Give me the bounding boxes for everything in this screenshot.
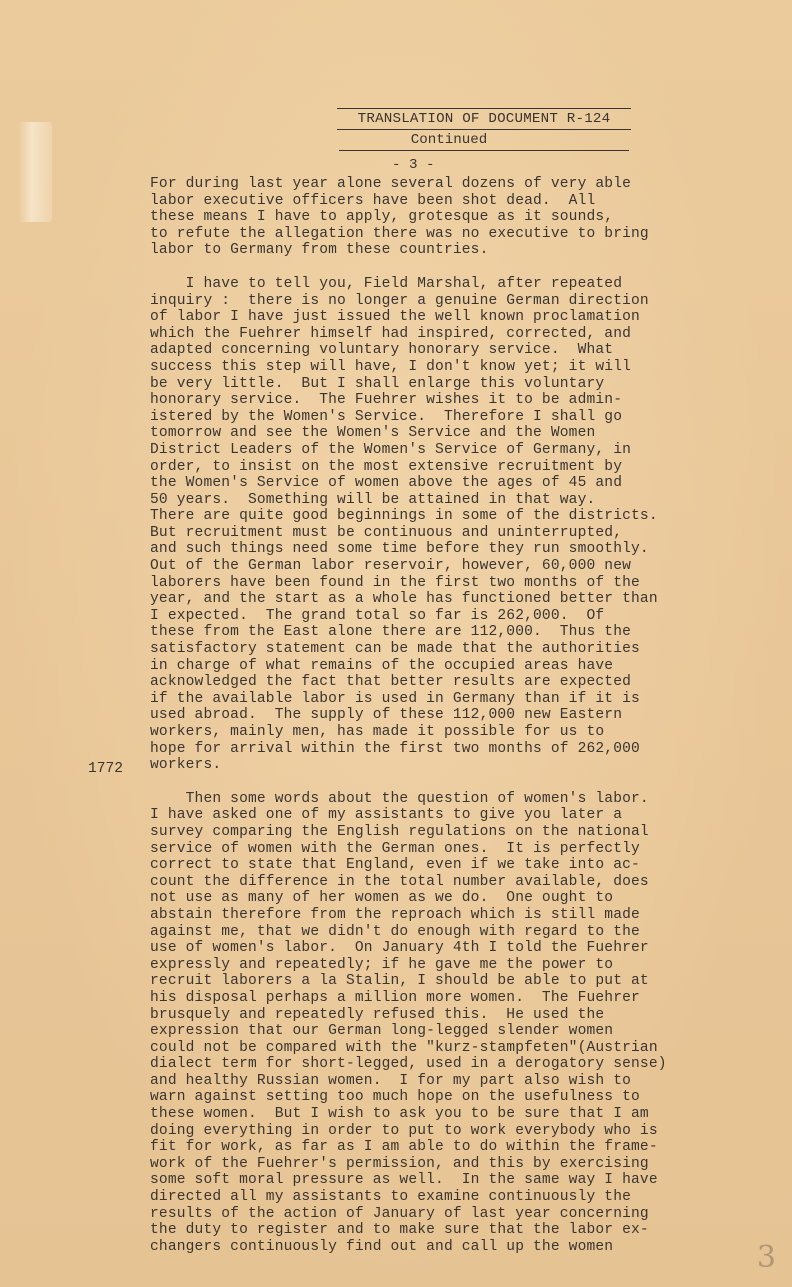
document-header [337,108,631,151]
document-title: TRANSLATION OF DOCUMENT R-124 [337,108,631,130]
paragraph [150,276,730,774]
text-line: service of women with the German ones. It is perfectly [150,840,640,857]
text-line: and healthy Russian women. I for my part also wish to [150,1072,632,1089]
text-line: these from the East alone there are 112,000. Thus the [150,624,632,641]
text-line: the Women's Service of women above the ages of 45 and [150,475,623,492]
text-line: workers. [150,757,222,774]
text-line: not use as many of her women as we do. One ought to [150,890,614,907]
text-line: labor executive officers have been shot dead. All [150,192,596,209]
paragraph-gap [150,259,730,276]
paragraph [150,176,730,259]
text-line: of labor I have just issued the well known proclamation [150,309,640,326]
text-line: For during last year alone several dozens of very able [150,176,632,192]
text-line: I have to tell you, Field Marshal, after repeated [150,275,623,292]
text-line: laborers have been found in the first two months of the [150,574,640,591]
text-line: directed all my assistants to examine continuously the [150,1189,632,1206]
text-line: tomorrow and see the Women's Service and the Women [150,425,596,442]
paper-edge-mark [18,122,52,222]
text-line: expressly and repeatedly; if he gave me the power to [150,956,614,973]
text-line: honorary service. The Fuehrer wishes it to be admin- [150,392,623,409]
text-line: abstain therefore from the reproach which is still made [150,906,640,923]
text-line: order, to insist on the most extensive recruitment by [150,458,623,475]
text-line: warn against setting too much hope on the usefulness to [150,1089,640,1106]
text-line: correct to state that England, even if we take into ac- [150,857,640,874]
text-line: used abroad. The supply of these 112,000 new Eastern [150,707,623,724]
text-line: doing everything in order to put to work everybody who is [150,1122,658,1139]
text-line: these women. But I wish to ask you to be sure that I am [150,1106,649,1123]
text-line: workers, mainly men, has made it possible for us to [150,724,605,740]
text-line: There are quite good beginnings in some of the districts. [150,508,658,525]
text-line: District Leaders of the Women's Service of Germany, in [150,441,632,458]
text-line: could not be compared with the "kurz-stampfeten"(Austrian [150,1039,658,1056]
text-line: be very little. But I shall enlarge this voluntary [150,375,605,392]
text-line: to refute the allegation there was no executive to bring [150,225,649,242]
text-line: changers continuously find out and call up the women [150,1238,614,1255]
text-line: expression that our German long-legged slender women [150,1023,614,1040]
paragraph [150,791,730,1256]
margin-page-number: 1772 [88,761,124,777]
text-line: if the available labor is used in Germany than if it is [150,690,640,707]
text-line: use of women's labor. On January 4th I told the Fuehrer [150,940,649,957]
text-line: I have asked one of my assistants to give you later a [150,807,623,824]
text-line: some soft moral pressure as well. In the same way I have [150,1172,658,1189]
document-subtitle: Continued [339,130,629,151]
text-line: satisfactory statement can be made that the authorities [150,641,640,658]
corner-handwritten-mark: 3 [756,1240,776,1275]
text-line: 50 years. Something will be attained in that way. [150,491,596,508]
text-line: adapted concerning voluntary honorary service. What [150,342,614,359]
text-line: which the Fuehrer himself had inspired, corrected, and [150,325,632,342]
text-line: the duty to register and to make sure that the labor ex- [150,1222,649,1239]
document-body [150,176,730,1255]
text-line: count the difference in the total number available, does [150,873,649,890]
text-line: I expected. The grand total so far is 262,000. Of [150,607,605,624]
text-line: year, and the start as a whole has functioned better than [150,591,658,608]
text-line: success this step will have, I don't know yet; it will [150,358,632,375]
text-line: survey comparing the English regulations on the national [150,823,649,840]
text-line: acknowledged the fact that better results are expected [150,674,632,691]
text-line: Out of the German labor reservoir, however, 60,000 new [150,558,632,575]
text-line: brusquely and repeatedly refused this. He used the [150,1006,605,1023]
text-line: his disposal perhaps a million more women. The Fuehrer [150,989,640,1006]
text-line: work of the Fuehrer's permission, and this by exercising [150,1155,649,1172]
text-line: and such things need some time before they run smoothly. [150,541,649,558]
page-number: - 3 - [392,157,435,173]
text-line: recruit laborers a la Stalin, I should be able to put at [150,973,649,990]
text-line: hope for arrival within the first two months of 262,000 [150,740,640,757]
paragraph-gap [150,774,730,791]
text-line: fit for work, as far as I am able to do within the frame- [150,1139,658,1156]
text-line: labor to Germany from these countries. [150,242,489,259]
text-line: But recruitment must be continuous and uninterrupted, [150,524,623,541]
text-line: istered by the Women's Service. Therefore I shall go [150,408,623,425]
text-line: inquiry : there is no longer a genuine German direction [150,292,649,309]
text-line: in charge of what remains of the occupied areas have [150,657,614,674]
text-line: dialect term for short-legged, used in a derogatory sense) [150,1056,667,1073]
text-line: Then some words about the question of women's labor. [150,790,649,807]
text-line: against me, that we didn't do enough with regard to the [150,923,640,940]
text-line: these means I have to apply, grotesque as it sounds, [150,209,614,226]
text-line: results of the action of January of last year concerning [150,1205,649,1222]
